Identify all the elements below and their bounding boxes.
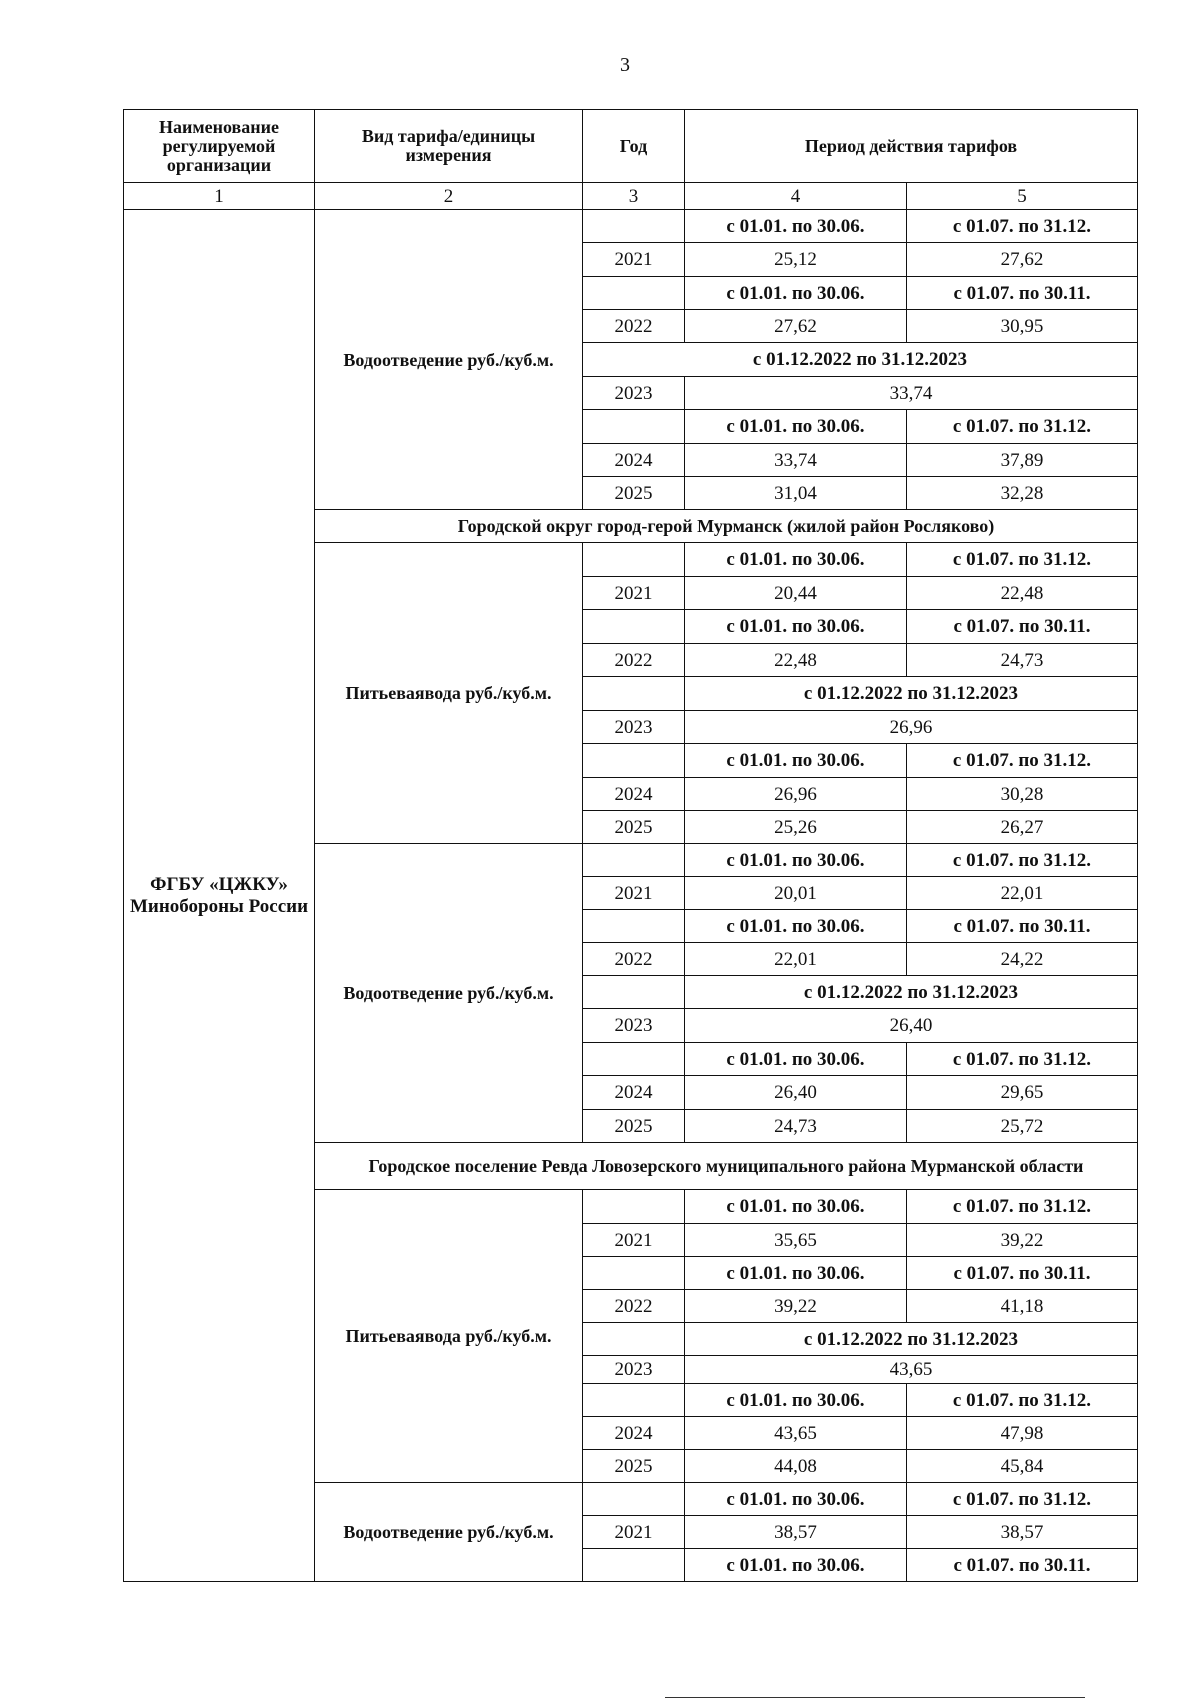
tariff-value: 25,72 (907, 1110, 1138, 1143)
period-label: с 01.07. по 30.11. (907, 910, 1138, 943)
period-label: с 01.07. по 31.12. (907, 410, 1138, 444)
tariff-value: 31,04 (685, 477, 907, 510)
tariff-value: 29,65 (907, 1076, 1138, 1110)
tariff-value: 26,40 (685, 1009, 1138, 1043)
period-label: с 01.07. по 31.12. (907, 1483, 1138, 1516)
tariff-value: 20,44 (685, 577, 907, 610)
year-cell: 2023 (583, 1356, 685, 1384)
year-cell (583, 844, 685, 877)
tariff-value: 33,74 (685, 444, 907, 477)
tariff-value: 20,01 (685, 877, 907, 910)
period-label: с 01.07. по 30.11. (907, 1257, 1138, 1290)
year-cell (583, 744, 685, 778)
year-cell: 2024 (583, 778, 685, 811)
header-year: Год (583, 110, 685, 183)
period-label: с 01.07. по 31.12. (907, 210, 1138, 243)
tariff-value: 30,95 (907, 310, 1138, 343)
header-period: Период действия тарифов (685, 110, 1138, 183)
year-cell (583, 210, 685, 243)
year-cell (583, 610, 685, 644)
header-row (124, 110, 1138, 183)
year-cell (583, 1483, 685, 1516)
year-cell: 2025 (583, 811, 685, 844)
year-cell (583, 1043, 685, 1076)
section-title: Городское поселение Ревда Ловозерского муниципального района Мурманской области (315, 1143, 1138, 1190)
service-name: Питьеваявода руб./куб.м. (315, 1190, 583, 1483)
year-cell (583, 677, 685, 711)
organization-name: ФГБУ «ЦЖКУ» Минобороны России (124, 210, 315, 1582)
tariff-value: 22,01 (685, 943, 907, 976)
period-label: с 01.01. по 30.06. (685, 610, 907, 644)
tariff-value: 45,84 (907, 1450, 1138, 1483)
tariff-value: 24,73 (685, 1110, 907, 1143)
tariff-value: 43,65 (685, 1356, 1138, 1384)
period-label: с 01.01. по 30.06. (685, 410, 907, 444)
tariff-value: 39,22 (685, 1290, 907, 1323)
year-cell: 2023 (583, 711, 685, 744)
period-label: с 01.07. по 31.12. (907, 1384, 1138, 1417)
period-label: с 01.01. по 30.06. (685, 277, 907, 310)
period-label: с 01.01. по 30.06. (685, 1483, 907, 1516)
service-name: Питьеваявода руб./куб.м. (315, 543, 583, 844)
period-label: с 01.07. по 31.12. (907, 543, 1138, 577)
year-cell: 2024 (583, 444, 685, 477)
column-number: 1 (124, 183, 315, 210)
year-cell: 2021 (583, 877, 685, 910)
period-label: с 01.07. по 31.12. (907, 1190, 1138, 1224)
year-cell: 2024 (583, 1417, 685, 1450)
year-cell: 2021 (583, 1516, 685, 1549)
service-name: Водоотведение руб./куб.м. (315, 844, 583, 1143)
year-cell: 2021 (583, 1224, 685, 1257)
period-label: с 01.01. по 30.06. (685, 1257, 907, 1290)
period-label: с 01.12.2022 по 31.12.2023 (685, 976, 1138, 1009)
table-row (124, 210, 1138, 243)
year-cell (583, 910, 685, 943)
period-label: с 01.01. по 30.06. (685, 543, 907, 577)
tariff-value: 44,08 (685, 1450, 907, 1483)
period-label: с 01.12.2022 по 31.12.2023 (583, 343, 1138, 377)
tariff-value: 22,48 (685, 644, 907, 677)
tariff-value: 38,57 (685, 1516, 907, 1549)
tariff-value: 26,96 (685, 711, 1138, 744)
tariff-value: 22,48 (907, 577, 1138, 610)
column-number: 5 (907, 183, 1138, 210)
year-cell: 2022 (583, 943, 685, 976)
tariff-value: 22,01 (907, 877, 1138, 910)
period-label: с 01.01. по 30.06. (685, 1549, 907, 1582)
tariff-value: 27,62 (685, 310, 907, 343)
tariff-value: 26,96 (685, 778, 907, 811)
service-name: Водоотведение руб./куб.м. (315, 1483, 583, 1582)
year-cell (583, 1549, 685, 1582)
column-number-row (124, 183, 1138, 210)
year-cell: 2022 (583, 310, 685, 343)
year-cell: 2021 (583, 243, 685, 277)
period-label: с 01.07. по 30.11. (907, 277, 1138, 310)
year-cell: 2023 (583, 377, 685, 410)
period-label: с 01.12.2022 по 31.12.2023 (685, 1323, 1138, 1356)
service-name: Водоотведение руб./куб.м. (315, 210, 583, 510)
header-tariff-type: Вид тарифа/единицы измерения (315, 110, 583, 183)
year-cell: 2024 (583, 1076, 685, 1110)
year-cell: 2023 (583, 1009, 685, 1043)
tariff-table (123, 109, 1138, 1582)
period-label: с 01.01. по 30.06. (685, 1384, 907, 1417)
year-cell: 2025 (583, 477, 685, 510)
footer-divider (665, 1697, 1085, 1698)
period-label: с 01.07. по 31.12. (907, 844, 1138, 877)
column-number: 3 (583, 183, 685, 210)
tariff-value: 38,57 (907, 1516, 1138, 1549)
tariff-value: 30,28 (907, 778, 1138, 811)
year-cell (583, 1384, 685, 1417)
column-number: 2 (315, 183, 583, 210)
period-label: с 01.07. по 31.12. (907, 744, 1138, 778)
tariff-value: 26,40 (685, 1076, 907, 1110)
tariff-value: 35,65 (685, 1224, 907, 1257)
tariff-value: 26,27 (907, 811, 1138, 844)
tariff-value: 32,28 (907, 477, 1138, 510)
period-label: с 01.01. по 30.06. (685, 844, 907, 877)
period-label: с 01.07. по 31.12. (907, 1043, 1138, 1076)
tariff-value: 37,89 (907, 444, 1138, 477)
period-label: с 01.01. по 30.06. (685, 1043, 907, 1076)
tariff-value: 25,26 (685, 811, 907, 844)
period-label: с 01.01. по 30.06. (685, 1190, 907, 1224)
period-label: с 01.01. по 30.06. (685, 210, 907, 243)
year-cell: 2022 (583, 1290, 685, 1323)
period-label: с 01.07. по 30.11. (907, 1549, 1138, 1582)
year-cell (583, 1257, 685, 1290)
tariff-value: 25,12 (685, 243, 907, 277)
year-cell: 2025 (583, 1110, 685, 1143)
tariff-value: 33,74 (685, 377, 1138, 410)
tariff-value: 27,62 (907, 243, 1138, 277)
tariff-value: 24,73 (907, 644, 1138, 677)
year-cell: 2025 (583, 1450, 685, 1483)
period-label: с 01.07. по 30.11. (907, 610, 1138, 644)
year-cell (583, 410, 685, 444)
section-title: Городской округ город-герой Мурманск (жилой район Росляково) (315, 510, 1138, 543)
year-cell: 2022 (583, 644, 685, 677)
column-number: 4 (685, 183, 907, 210)
page-number: 3 (620, 54, 630, 76)
period-label: с 01.01. по 30.06. (685, 744, 907, 778)
year-cell (583, 277, 685, 310)
tariff-value: 43,65 (685, 1417, 907, 1450)
header-organization: Наименование регулируемой организации (124, 110, 315, 183)
year-cell (583, 543, 685, 577)
tariff-value: 47,98 (907, 1417, 1138, 1450)
period-label: с 01.12.2022 по 31.12.2023 (685, 677, 1138, 711)
year-cell (583, 1323, 685, 1356)
year-cell (583, 1190, 685, 1224)
tariff-value: 39,22 (907, 1224, 1138, 1257)
year-cell: 2021 (583, 577, 685, 610)
tariff-value: 41,18 (907, 1290, 1138, 1323)
tariff-value: 24,22 (907, 943, 1138, 976)
year-cell (583, 976, 685, 1009)
period-label: с 01.01. по 30.06. (685, 910, 907, 943)
